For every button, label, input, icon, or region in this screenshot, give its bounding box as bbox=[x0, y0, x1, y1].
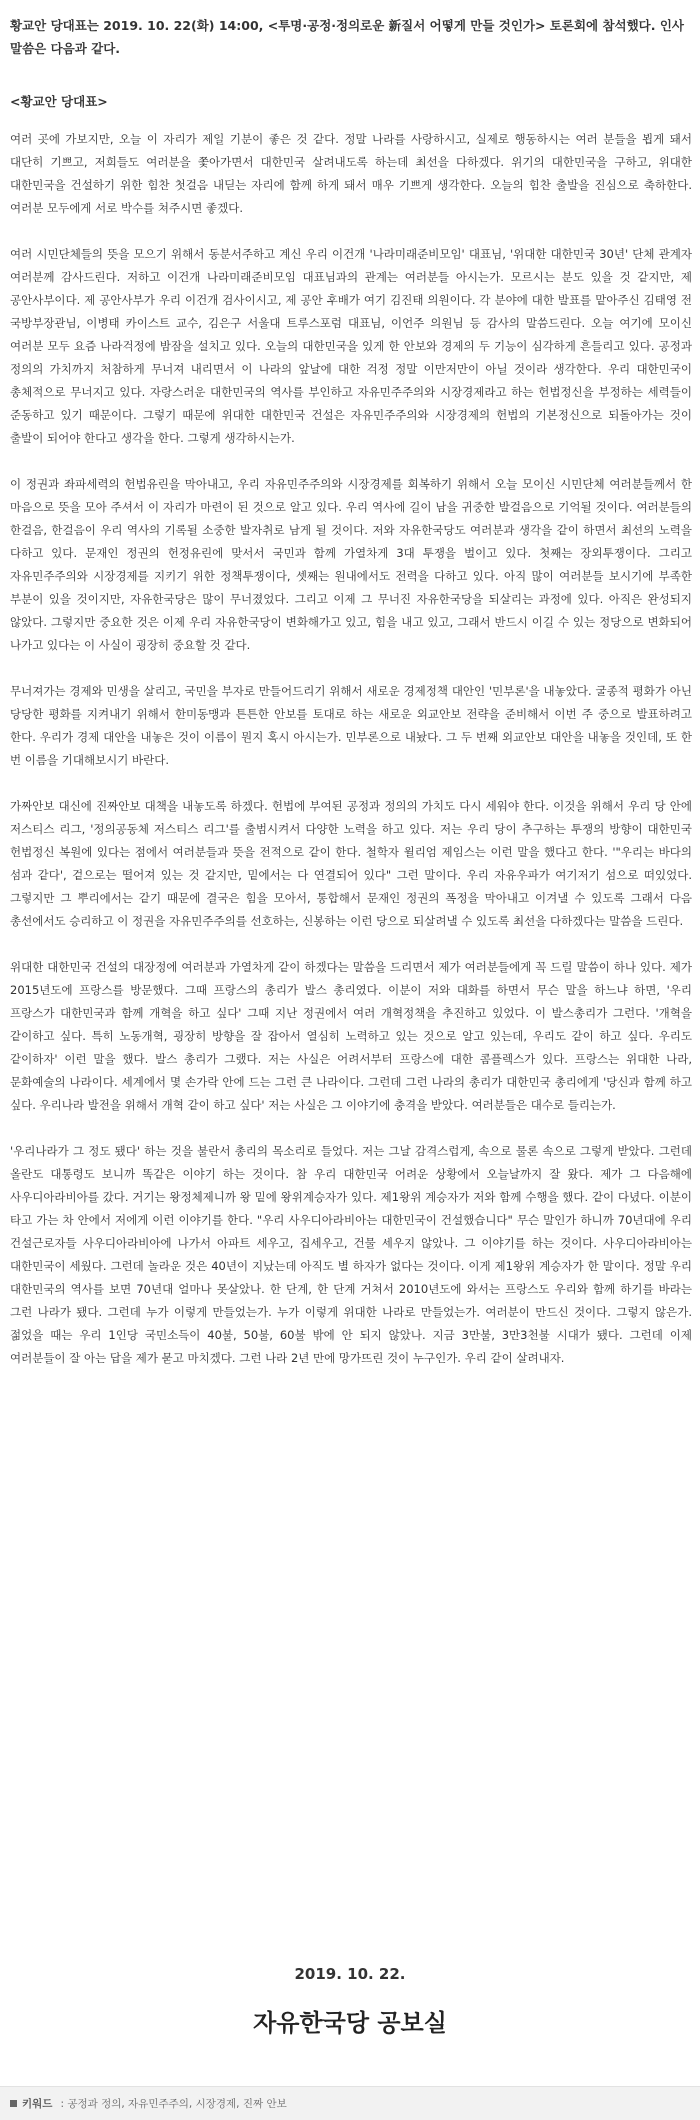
speech-body bbox=[10, 128, 692, 1393]
speech-paragraph: 무너져가는 경제와 민생을 살리고, 국민을 부자로 만들어드리기 위해서 새로운 경제정책 대안인 '민부론'을 내놓았다. 굴종적 평화가 아닌 당당한 평화를 지켜내기 위해서 한미동맹과 튼튼한 안보를 토대로 하는 새로운 외교안보 전략을 준비해서 이번 주 중으로 발표하려고 한다. 우리가 경제 대안을 내놓은 것이 이름이 뭔지 혹시 아시는가. 민부론으로 내놨다. 그 두 번째 외교안보 대안을 내놓을 것인데, 또 한 번 이름을 기대해보시기 바란다. bbox=[10, 684, 692, 767]
speech-paragraph: 여러 곳에 가보지만, 오늘 이 자리가 제일 기분이 좋은 것 같다. 정말 나라를 사랑하시고, 실제로 행동하시는 여러 분들을 뵙게 돼서 대단히 기쁘고, 저희들도 여러분을 쫓아가면서 대한민국 살려내도록 하는데 최선을 다하겠다. 위기의 대한민국을 구하고, 위대한 대한민국을 건설하기 위한 힘찬 첫걸음 내딛는 자리에 함께 하게 돼서 매우 기쁘게 생각한다. 오늘의 힘찬 출발을 진심으로 축하한다. 여러분 모두에게 서로 박수를 쳐주시면 좋겠다. bbox=[10, 132, 692, 215]
intro-text: 황교안 당대표는 2019. 10. 22(화) 14:00, <투명·공정·정의로운 新질서 어떻게 만들 것인가> 토론회에 참석했다. 인사말씀은 다음과 같다. bbox=[10, 18, 685, 56]
speech-paragraph: 여러 시민단체들의 뜻을 모으기 위해서 동분서주하고 계신 우리 이건개 '나라미래준비모임' 대표님, '위대한 대한민국 30년' 단체 관계자 여러분께 감사드린다. 저하고 이건개 나라미래준비모임 대표님과의 관계는 여러분들 아시는가. 모르시는 분도 있을 것 같지만, 제 공안사부이다. 제 공안사부가 우리 이건개 검사이시고, 제 공안 후배가 여기 김진태 의원이다. 각 분야에 대한 발표를 맡아주신 김태영 전 국방부장관님, 이병태 카이스트 교수, 김은구 서울대 트루스포럼 대표님, 이언주 의원님 등 감사의 말씀드린다. 오늘 여기에 모이신 여러분 모두 요즘 나라걱정에 밤잠을 설치고 있다. 오늘의 대한민국을 있게 한 안보와 경제의 두 기능이 심각하게 흔들리고 있다. 공정과 정의의 가치까지 처참하게 무너져 내리면서 이 나라의 앞날에 대한 걱정 정말 이만저만이 아닐 것이라 생각한다. 우리 대한민국이 총체적으로 무너지고 있다. 자랑스러운 대한민국의 역사를 부인하고 자유민주주의와 시장경제라고 하는 헌법정신을 부정하는 세력들이 준동하고 있기 때문이다. 그렇기 때문에 위대한 대한민국 건설은 자유민주주의와 시장경제의 헌법의 기본정신으로 되돌아가는 것이 출발이 되어야 한다고 생각을 한다. 그렇게 생각하시는가. bbox=[10, 247, 692, 445]
release-date: 2019. 10. 22. bbox=[294, 1965, 406, 1983]
press-office-name: 자유한국당 공보실 bbox=[253, 2008, 447, 2037]
keyword-label: 키워드 bbox=[22, 2098, 53, 2110]
keyword-row bbox=[10, 2096, 287, 2111]
speaker-heading: <황교안 당대표> bbox=[10, 94, 108, 109]
keyword-bar bbox=[0, 2086, 700, 2120]
speech-paragraph: '우리나라가 그 정도 됐다' 하는 것을 불란서 총리의 목소리로 들었다. 저는 그날 감격스럽게, 속으로 물론 속으로 그렇게 받았다. 그런데 올란도 대통령도 보니까 똑같은 이야기 하는 것이다. 참 우리 대한민국 어려운 상황에서 오늘날까지 잘 왔다. 제가 그 다음해에 사우디아라비아를 갔다. 거기는 왕정체제니까 왕 밑에 왕위계승자가 있다. 제1왕위 계승자가 저와 함께 수행을 했다. 같이 다녔다. 이분이 타고 가는 차 안에서 저에게 이런 이야기를 한다. "우리 사우디아라비아는 대한민국이 건설했습니다" 무슨 말인가 하니까 70년대에 우리 건설근로자들 사우디아라비아에 나가서 아파트 세우고, 집세우고, 건물 세우지 않았나. 그 이야기를 하는 것이다. 사우디아라비아는 대한민국이 세웠다. 그런데 놀라운 것은 40년이 지났는데 아직도 별 하자가 없다는 것이다. 이게 제1왕위 계승자가 한 말이다. 정말 우리 대한민국의 역사를 보면 70년대 얼마나 못살았나. 한 단계, 한 단계 거쳐서 2010년도에 와서는 프랑스도 우리와 함께 하기를 바라는 그런 나라가 됐다. 그런데 누가 이렇게 만들었는가. 누가 이렇게 위대한 나라로 만들었는가. 여러분이 만드신 것이다. 그렇지 않은가. 젊었을 때는 우리 1인당 국민소득이 40불, 50불, 60불 밖에 안 되지 않았나. 지금 3만불, 3만3천불 시대가 됐다. 그런데 이제 여러분들이 잘 아는 답을 제가 묻고 마치겠다. 그런 나라 2년 만에 망가뜨린 것이 누구인가. 우리 같이 살려내자. bbox=[10, 1144, 692, 1365]
square-bullet-icon bbox=[10, 2100, 17, 2107]
speech-paragraph: 이 정권과 좌파세력의 헌법유린을 막아내고, 우리 자유민주주의와 시장경제를 회복하기 위해서 오늘 모이신 시민단체 여러분들께서 한 마음으로 뜻을 모아 주셔서 이 자리가 마련이 된 것으로 알고 있다. 우리 역사에 길이 남을 귀중한 발걸음으로 기억될 것이다. 여러분들의 한걸음, 한걸음이 우리 역사의 기록될 소중한 발자취로 남게 될 것이다. 저와 자유한국당도 여러분과 생각을 같이 하면서 최선의 노력을 다하고 있다. 문재인 정권의 헌정유린에 맞서서 국민과 함께 가열차게 3대 투쟁을 벌이고 있다. 첫째는 장외투쟁이다. 그리고 자유민주주의와 시장경제를 지키기 위한 정책투쟁이다, 셋째는 원내에서도 전력을 다하고 있다. 아직 많이 여러분들 보시기에 부족한 부분이 있을 것이지만, 자유한국당은 많이 무너졌었다. 그리고 이제 그 무너진 자유한국당을 되살리는 과정에 있다. 아직은 완성되지 않았다. 그렇지만 중요한 것은 이제 우리 자유한국당이 변화해가고 있고, 힘을 내고 있고, 그래서 반드시 이길 수 있는 정당으로 변화되어 나가고 있다는 이 사실이 굉장히 중요할 것 같다. bbox=[10, 477, 692, 652]
keyword-list: : 공정과 정의, 자유민주주의, 시장경제, 진짜 안보 bbox=[60, 2098, 287, 2110]
speech-paragraph: 가짜안보 대신에 진짜안보 대책을 내놓도록 하겠다. 헌법에 부여된 공정과 정의의 가치도 다시 세워야 한다. 이것을 위해서 우리 당 안에 저스티스 리그, '정의공동체 저스티스 리그'를 출범시켜서 다양한 노력을 하고 있다. 저는 우리 당이 추구하는 투쟁의 방향이 대한민국 헌법정신 복원에 있다는 점에서 여러분들과 뜻을 전적으로 같이 한다. 철학자 윌리엄 제임스는 이런 말을 했다고 한다. '"우리는 바다의 섬과 같다', 겉으로는 떨어져 있는 것 같지만, 밑에서는 다 연결되어 있다" 그런 말이다. 우리 자유우파가 여기저기 섬으로 떠있었다. 그렇지만 그 뿌리에서는 같기 때문에 결국은 힘을 모아서, 통합해서 문재인 정권의 폭정을 막아내고 이겨낼 수 있도록 그래서 다음 총선에서도 승리하고 이 정권을 자유민주주의를 선호하는, 신봉하는 이런 당으로 되살려낼 수 있도록 최선을 다하겠다는 말씀을 드린다. bbox=[10, 799, 692, 928]
speech-paragraph: 위대한 대한민국 건설의 대장정에 여러분과 가열차게 같이 하겠다는 말씀을 드리면서 제가 여러분들에게 꼭 드릴 말씀이 하나 있다. 제가 2015년도에 프랑스를 방문했다. 그때 프랑스의 총리가 발스 총리였다. 이분이 저와 대화를 하면서 무슨 말을 하느냐 하면, '우리 프랑스가 대한민국과 함께 개혁을 하고 싶다' 그때 지난 정권에서 여러 개혁정책을 추진하고 있었다. 이 발스총리가 그런다. '개혁을 같이하고 싶다. 특히 노동개혁, 굉장히 방향을 잘 잡아서 열심히 노력하고 있는 것으로 알고 있는데, 우리도 같이 하고 싶다. 우리도 같이하자' 이런 말을 했다. 발스 총리가 그랬다. 저는 사실은 어려서부터 프랑스에 대한 콤플렉스가 있다. 프랑스는 위대한 나라, 문화예술의 나라이다. 세계에서 몇 손가락 안에 드는 그런 큰 나라이다. 그런데 그런 나라의 총리가 대한민국 총리에게 '당신과 함께 하고 싶다. 우리나라 발전을 위해서 개혁 같이 하고 싶다' 저는 사실은 그 이야기에 충격을 받았다. 여러분들은 대수로 들리는가. bbox=[10, 960, 692, 1112]
